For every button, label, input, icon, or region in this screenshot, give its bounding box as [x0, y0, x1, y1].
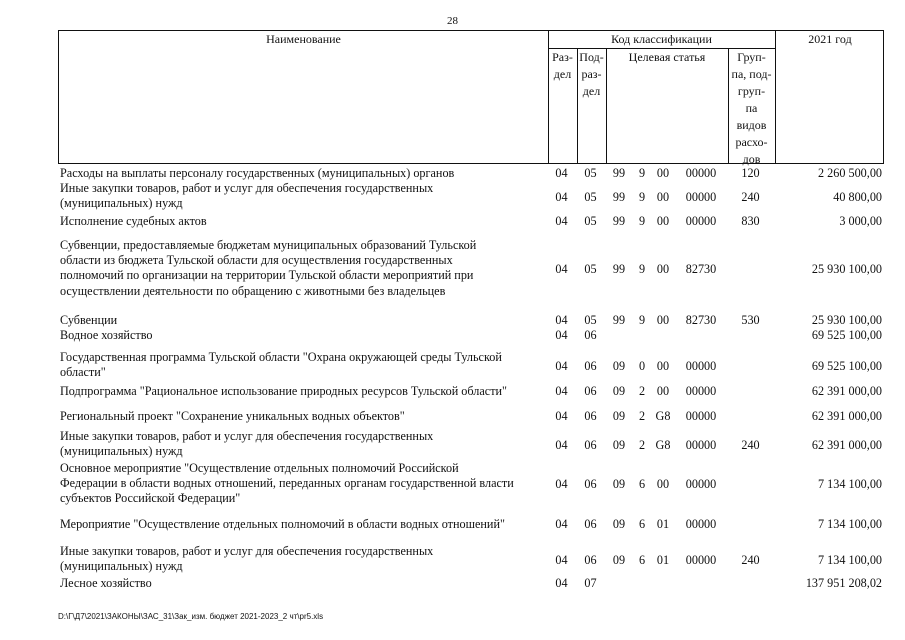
- header-name: Наименование: [266, 32, 341, 46]
- row-sum: 137 951 208,02: [805, 576, 882, 590]
- row-cs2: 2: [638, 409, 646, 423]
- row-name: Региональный проект "Сохранение уникальных водных объектов": [60, 409, 405, 423]
- row-cs3: 01: [656, 517, 670, 531]
- row-name: Мероприятие "Осуществление отдельных полномочий в области водных отношений": [60, 517, 505, 531]
- row-pr: 06: [584, 409, 597, 423]
- row-cs3: 01: [656, 553, 670, 567]
- row-cs1: 99: [612, 190, 626, 204]
- row-cs1: 09: [612, 384, 626, 398]
- row-rz: 04: [555, 517, 568, 531]
- table-row: [58, 409, 884, 424]
- row-cs2: 6: [638, 553, 646, 567]
- row-cs4: 00000: [685, 477, 717, 491]
- row-cs1: 09: [612, 517, 626, 531]
- file-path-footer: D:\Г\Д7\2021\ЗАКОНЫ\ЗАС_31\Зак_изм. бюджет 2021-2023_2 чт\pr5.xls: [58, 612, 324, 621]
- budget-table: [58, 30, 884, 590]
- row-name: Исполнение судебных актов: [60, 214, 207, 228]
- row-name: Субвенции: [60, 313, 118, 327]
- row-cs4: 00000: [685, 384, 717, 398]
- row-pr: 06: [584, 553, 597, 567]
- row-cs3: G8: [655, 438, 671, 452]
- row-sum: 7 134 100,00: [818, 517, 882, 531]
- row-rz: 04: [555, 214, 568, 228]
- row-cs4: 00000: [685, 438, 717, 452]
- row-rz: 04: [555, 384, 568, 398]
- row-pr: 05: [584, 190, 597, 204]
- row-rz: 04: [555, 313, 568, 327]
- row-sum: 40 800,00: [833, 190, 882, 204]
- row-name: Субвенции, предоставляемые бюджетам муниципальных образований Тульской области из бюджета Тульской области для осуществления государственных полномочий по организации на территории Тульской области мероприятий при осуществлении деятельности по обращению с животными без владельцев: [60, 238, 477, 298]
- table-row: [58, 429, 884, 461]
- row-cs4: 82730: [685, 313, 717, 327]
- row-cs2: 2: [638, 384, 646, 398]
- row-cs4: 00000: [685, 166, 717, 180]
- row-cs3: 00: [656, 262, 670, 276]
- table-row: [58, 166, 884, 181]
- row-pr: 05: [584, 214, 597, 228]
- table-row: [58, 461, 884, 508]
- row-sum: 7 134 100,00: [818, 477, 882, 491]
- row-name: Подпрограмма "Рациональное использование природных ресурсов Тульской области": [60, 384, 508, 398]
- table-row: [58, 328, 884, 343]
- row-cs4: 00000: [685, 553, 717, 567]
- row-cs1: 09: [612, 553, 626, 567]
- row-pr: 06: [584, 328, 597, 342]
- row-cs2: 9: [638, 262, 646, 276]
- row-sum: 25 930 100,00: [811, 313, 882, 327]
- row-cs3: 00: [656, 214, 670, 228]
- table-row: [58, 576, 884, 591]
- row-sum: 2 260 500,00: [818, 166, 882, 180]
- row-rz: 04: [555, 477, 568, 491]
- row-cs2: 9: [638, 313, 646, 327]
- row-vr: 830: [741, 214, 760, 228]
- row-cs3: 00: [656, 190, 670, 204]
- row-cs3: 00: [656, 477, 670, 491]
- row-rz: 04: [555, 328, 568, 342]
- row-name: Расходы на выплаты персоналу государственных (муниципальных) органов: [60, 166, 455, 180]
- row-cs4: 00000: [685, 214, 717, 228]
- row-vr: 240: [741, 438, 760, 452]
- row-cs3: 00: [656, 359, 670, 373]
- row-cs2: 2: [638, 438, 646, 452]
- row-cs1: 09: [612, 409, 626, 423]
- table-row: [58, 544, 884, 576]
- row-cs1: 09: [612, 438, 626, 452]
- row-name: Иные закупки товаров, работ и услуг для обеспечения государственных (муниципальных) нужд: [60, 181, 434, 211]
- row-cs4: 00000: [685, 409, 717, 423]
- header-target: Целевая статья: [628, 50, 706, 64]
- row-rz: 04: [555, 359, 568, 373]
- row-pr: 06: [584, 477, 597, 491]
- row-pr: 06: [584, 359, 597, 373]
- row-rz: 04: [555, 409, 568, 423]
- row-cs4: 00000: [685, 517, 717, 531]
- row-cs2: 6: [638, 477, 646, 491]
- row-cs4: 82730: [685, 262, 717, 276]
- table-row: [58, 238, 884, 300]
- row-cs4: 00000: [685, 359, 717, 373]
- row-vr: 240: [741, 553, 760, 567]
- table-row: [58, 384, 884, 399]
- row-cs3: G8: [655, 409, 671, 423]
- row-cs2: 6: [638, 517, 646, 531]
- row-sum: 62 391 000,00: [811, 409, 882, 423]
- header-podrazdel: Под- раз- дел: [579, 50, 604, 98]
- row-cs1: 99: [612, 214, 626, 228]
- row-name: Лесное хозяйство: [60, 576, 152, 590]
- row-pr: 07: [584, 576, 597, 590]
- row-pr: 06: [584, 384, 597, 398]
- header-group: Груп- па, под- груп- па видов расхо- дов: [731, 50, 772, 166]
- row-sum: 7 134 100,00: [818, 553, 882, 567]
- row-pr: 05: [584, 313, 597, 327]
- row-cs1: 09: [612, 359, 626, 373]
- row-rz: 04: [555, 166, 568, 180]
- row-name: Основное мероприятие "Осуществление отдельных полномочий Российской Федерации в области водных отношений, переданных органам государственной власти субъектов Российской Федерации": [60, 461, 514, 506]
- row-sum: 25 930 100,00: [811, 262, 882, 276]
- row-pr: 06: [584, 517, 597, 531]
- page-number: 28: [447, 15, 458, 27]
- row-cs2: 9: [638, 214, 646, 228]
- row-cs1: 99: [612, 262, 626, 276]
- header-year: 2021 год: [808, 32, 852, 46]
- row-pr: 05: [584, 166, 597, 180]
- row-cs2: 9: [638, 166, 646, 180]
- row-cs2: 0: [638, 359, 646, 373]
- row-rz: 04: [555, 576, 568, 590]
- row-name: Иные закупки товаров, работ и услуг для обеспечения государственных (муниципальных) нужд: [60, 544, 434, 574]
- row-vr: 120: [741, 166, 760, 180]
- table-header: [58, 30, 884, 164]
- row-rz: 04: [555, 438, 568, 452]
- table-row: [58, 181, 884, 213]
- row-rz: 04: [555, 190, 568, 204]
- row-cs1: 09: [612, 477, 626, 491]
- row-cs1: 99: [612, 313, 626, 327]
- row-name: Иные закупки товаров, работ и услуг для обеспечения государственных (муниципальных) нужд: [60, 429, 434, 459]
- row-cs3: 00: [656, 313, 670, 327]
- row-sum: 69 525 100,00: [811, 328, 882, 342]
- row-name: Водное хозяйство: [60, 328, 153, 342]
- row-cs2: 9: [638, 190, 646, 204]
- header-code: Код классификации: [611, 32, 712, 46]
- table-row: [58, 517, 884, 532]
- header-razdel: Раз- дел: [552, 50, 573, 81]
- row-pr: 06: [584, 438, 597, 452]
- table-row: [58, 313, 884, 328]
- row-name: Государственная программа Тульской области "Охрана окружающей среды Тульской области": [60, 350, 502, 380]
- row-cs1: 99: [612, 166, 626, 180]
- row-cs4: 00000: [685, 190, 717, 204]
- table-row: [58, 350, 884, 382]
- row-pr: 05: [584, 262, 597, 276]
- row-cs3: 00: [656, 384, 670, 398]
- row-sum: 62 391 000,00: [811, 438, 882, 452]
- row-rz: 04: [555, 262, 568, 276]
- row-sum: 69 525 100,00: [811, 359, 882, 373]
- row-sum: 62 391 000,00: [811, 384, 882, 398]
- row-sum: 3 000,00: [839, 214, 882, 228]
- row-cs3: 00: [656, 166, 670, 180]
- row-rz: 04: [555, 553, 568, 567]
- table-row: [58, 214, 884, 229]
- row-vr: 240: [741, 190, 760, 204]
- row-vr: 530: [741, 313, 760, 327]
